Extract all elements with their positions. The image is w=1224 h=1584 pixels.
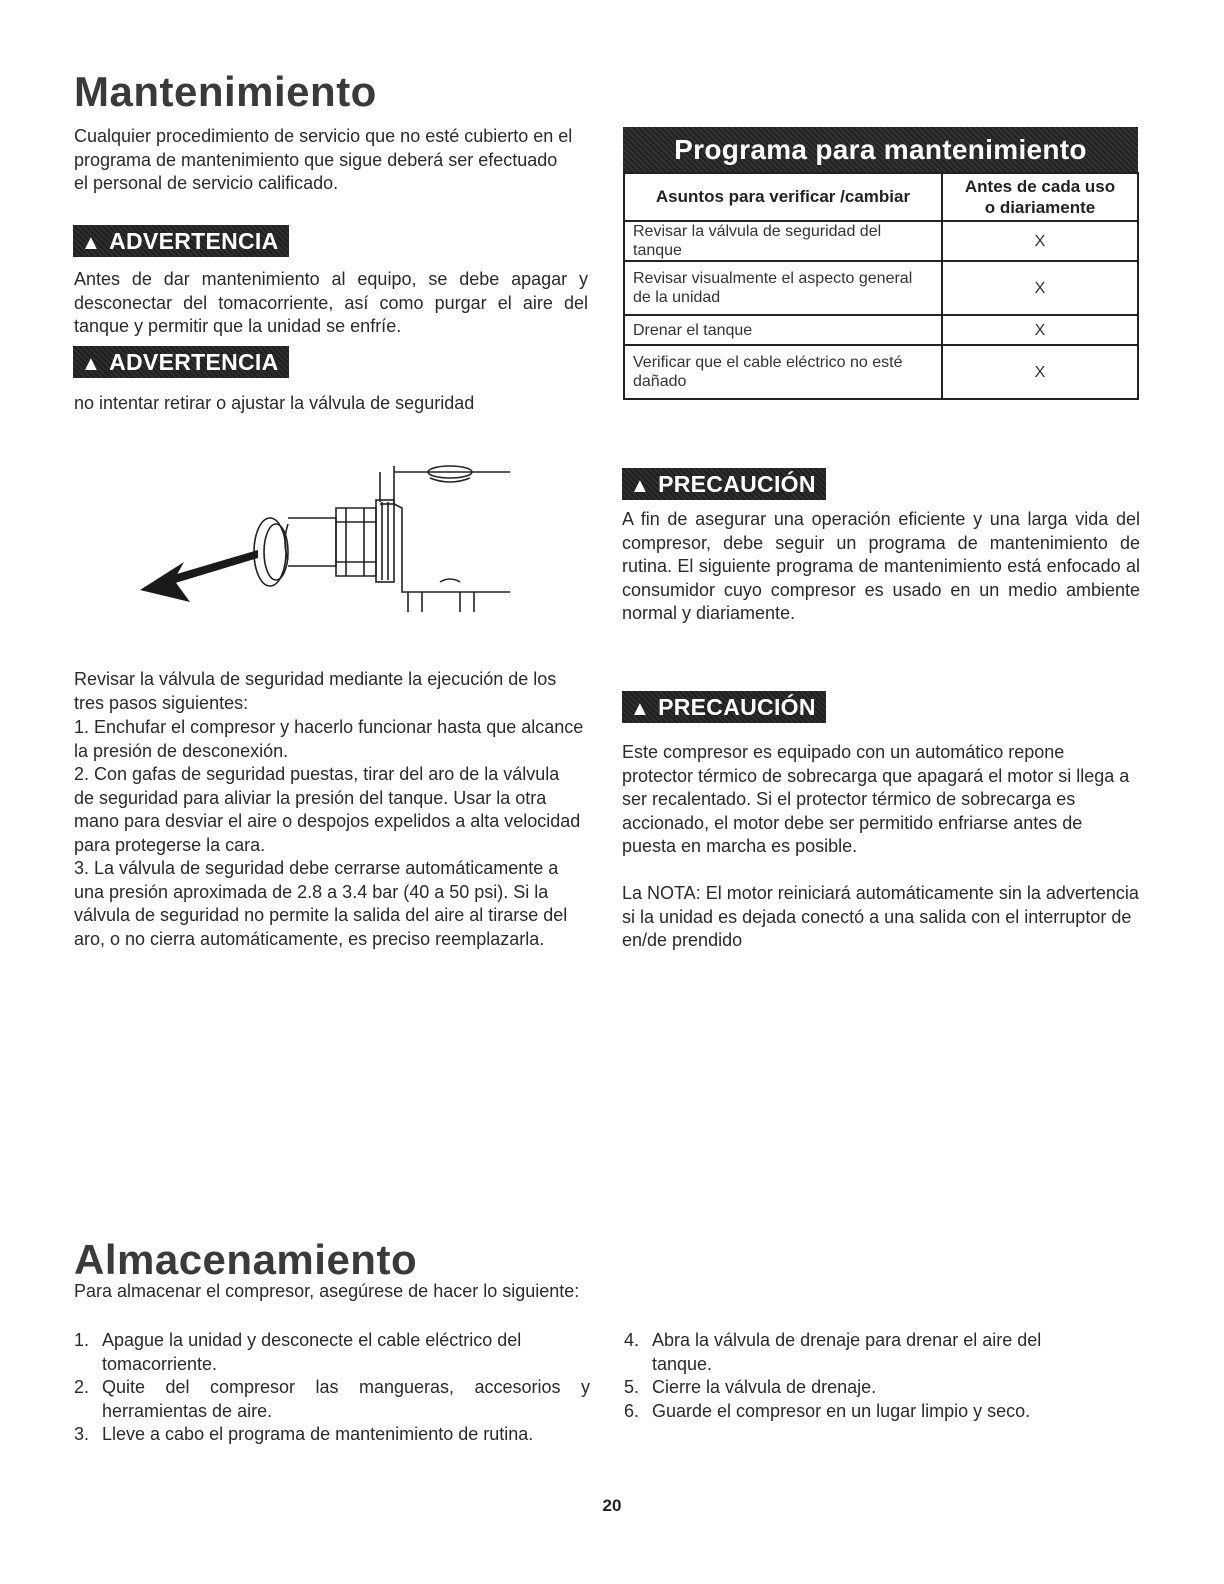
list-item-number: 3.	[74, 1424, 90, 1444]
caution-banner-2	[622, 691, 826, 723]
valve-step-1: 1. Enchufar el compresor y hacerlo funcionar hasta que alcance la presión de desconexión.	[74, 717, 584, 761]
table-header-row	[624, 173, 1138, 221]
table-row	[624, 345, 1138, 399]
schedule-title: Programa para mantenimiento	[623, 127, 1138, 173]
caution-note: La NOTA: El motor reiniciará automáticamente sin la advertencia si la unidad es dejada conectó a una salida con el interruptor de en/de prendido	[622, 883, 1139, 950]
row-mark: X	[942, 345, 1138, 399]
row-item: Verificar que el cable eléctrico no esté dañado	[624, 345, 942, 399]
caution-banner-1	[622, 468, 826, 500]
row-item: Drenar el tanque	[624, 315, 942, 345]
list-item-number: 5.	[624, 1377, 640, 1397]
warning-label: ADVERTENCIA	[109, 349, 279, 375]
list-item	[624, 1400, 1104, 1424]
warning-banner-2	[73, 346, 289, 378]
warning-triangle-icon: ▲	[81, 232, 102, 254]
list-item-text: Abra la válvula de drenaje para drenar el aire del tanque.	[652, 1330, 1042, 1374]
column-header-item: Asuntos para verificar /cambiar	[624, 173, 942, 221]
warning-triangle-icon: ▲	[630, 475, 651, 497]
table-row	[624, 221, 1138, 261]
caution-label: PRECAUCIÓN	[658, 694, 816, 720]
list-item-text: Guarde el compresor en un lugar limpio y seco.	[652, 1400, 1031, 1421]
warning-banner-1	[73, 225, 289, 257]
storage-title: Almacenamiento	[74, 1236, 418, 1283]
row-mark: X	[942, 221, 1138, 261]
list-item	[74, 1376, 590, 1423]
warning-text-2: no intentar retirar o ajustar la válvula de seguridad	[74, 393, 475, 413]
list-item	[74, 1329, 590, 1376]
row-mark: X	[942, 261, 1138, 315]
warning-triangle-icon: ▲	[630, 698, 651, 720]
list-item	[624, 1329, 1104, 1376]
warning-label: ADVERTENCIA	[109, 228, 279, 254]
table-row	[624, 261, 1138, 315]
storage-list-left	[74, 1329, 590, 1447]
maintenance-schedule-table	[623, 172, 1139, 400]
safety-valve-illustration	[140, 464, 520, 614]
row-item: Revisar la válvula de seguridad del tanque	[624, 221, 942, 261]
row-item: Revisar visualmente el aspecto general de la unidad	[624, 261, 942, 315]
maintenance-title: Mantenimiento	[74, 68, 377, 115]
list-item	[624, 1376, 1104, 1400]
warning-triangle-icon: ▲	[81, 353, 102, 375]
list-item-text: Apague la unidad y desconecte el cable eléctrico del tomacorriente.	[102, 1330, 522, 1374]
list-item-number: 4.	[624, 1330, 640, 1350]
list-item	[74, 1423, 590, 1447]
list-item-number: 6.	[624, 1400, 640, 1421]
valve-step-3: 3. La válvula de seguridad debe cerrarse automáticamente a una presión aproximada de 2.8 a 3.4 bar (40 a 50 psi). Si la válvula de seguridad no permite la salida del aire al tirarse del aro, o no cierra automáticamente, es preciso reemplazarla.	[74, 858, 568, 949]
list-item-text: Cierre la válvula de drenaje.	[652, 1377, 877, 1397]
column-header-frequency-line2: o diariamente	[984, 198, 1096, 217]
list-item-number: 2.	[74, 1377, 90, 1397]
list-item-number: 1.	[74, 1330, 90, 1350]
valve-step-2: 2. Con gafas de seguridad puestas, tirar del aro de la válvula de seguridad para aliviar la presión del tanque. Usar la otra mano para desviar el aire o despojos expelidos a alta velocidad para protegerse la cara.	[74, 764, 581, 855]
warning-text-1: Antes de dar mantenimiento al equipo, se debe apagar y desconectar del tomacorriente, así como purgar el aire del tanque y permitir que la unidad se enfríe.	[74, 269, 588, 336]
storage-intro: Para almacenar el compresor, asegúrese de hacer lo siguiente:	[74, 1281, 580, 1301]
page-number: 20	[602, 1496, 622, 1515]
column-header-frequency	[942, 173, 1138, 221]
row-mark: X	[942, 315, 1138, 345]
table-row	[624, 315, 1138, 345]
storage-list-right	[624, 1329, 1104, 1423]
list-item-text: Quite del compresor las mangueras, accesorios y herramientas de aire.	[102, 1377, 590, 1421]
caution-text-1: A fin de asegurar una operación eficiente y una larga vida del compresor, debe seguir un programa de mantenimiento de rutina. El siguiente programa de mantenimiento está enfocado al consumidor cuyo compresor es usado en un medio ambiente normal y diariamente.	[622, 509, 1140, 623]
caution-label: PRECAUCIÓN	[658, 471, 816, 497]
valve-steps-intro: Revisar la válvula de seguridad mediante la ejecución de los tres pasos siguientes:	[74, 669, 557, 713]
list-item-text: Lleve a cabo el programa de mantenimiento de rutina.	[102, 1424, 534, 1444]
column-header-frequency-line1: Antes de cada uso	[964, 177, 1116, 196]
caution-text-2: Este compresor es equipado con un automático repone protector térmico de sobrecarga que apagará el motor si llega a ser recalentado. Si el protector térmico de sobrecarga es accionado, el motor debe ser permitido enfriarse antes de puesta en marcha es posible.	[622, 742, 1130, 856]
maintenance-intro: Cualquier procedimiento de servicio que no esté cubierto en el programa de mantenimiento que sigue deberá ser efectuado el personal de servicio calificado.	[74, 126, 573, 193]
